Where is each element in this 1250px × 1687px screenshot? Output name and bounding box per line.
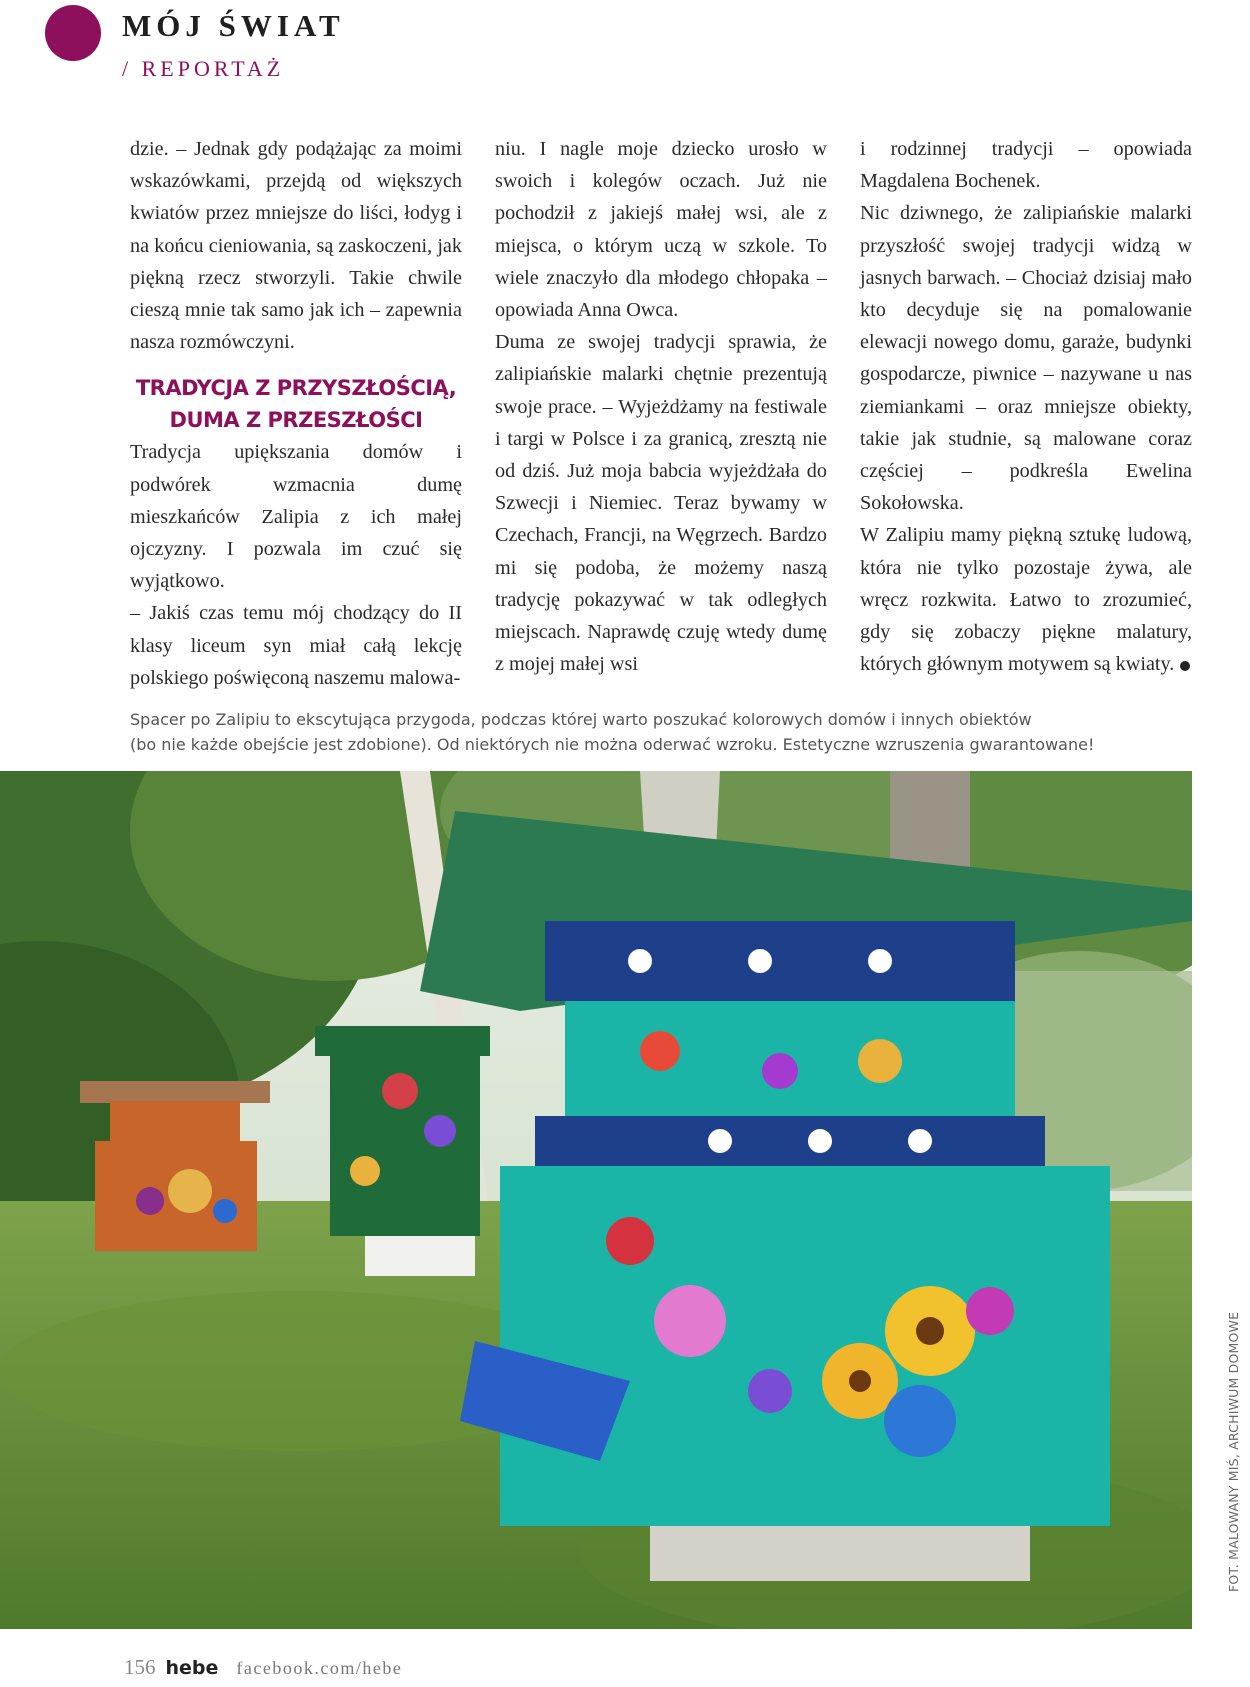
page-footer	[124, 1655, 402, 1680]
paragraph: dzie. – Jednak gdy podążając za moimi wskazówkami, przejdą od większych kwiatów przez mniejsze do liści, łodyg i na końcu cieniowania, są zaskoczeni, jak piękną rzecz stworzyli. Takie chwile cieszą mnie tak samo jak ich – zapewnia nasza rozmówczyni.	[130, 138, 462, 354]
paragraph-text: W Zalipiu mamy piękną sztukę ludową, która nie tylko pozostaje żywa, ale wręcz rozkwita. Łatwo to zrozumieć, gdy się zobaczy piękne malatury, których głównym motywem są kwiaty.	[860, 524, 1192, 676]
subheading-line: TRADYCJA Z PRZYSZŁOŚCIĄ,	[135, 376, 457, 401]
section-subtitle: / REPORTAŻ	[122, 56, 285, 81]
photo-credit: FOT. MALOWANY MIŚ, ARCHIWUM DOMOWE	[1226, 1311, 1241, 1592]
facebook-link[interactable]: facebook.com/hebe	[236, 1658, 403, 1678]
photo-caption	[130, 707, 1130, 757]
end-mark-icon	[1180, 661, 1190, 671]
paragraph: i rodzinnej tradycji – opowiada Magdalena Bochenek.	[860, 138, 1192, 193]
caption-line: (bo nie każde obejście jest zdobione). Od niektórych nie można oderwać wzroku. Estetyczne wzruszenia gwarantowane!	[130, 735, 1095, 754]
beehives-photo	[0, 771, 1192, 1629]
article-subheading	[130, 372, 462, 436]
paragraph: – Jakiś czas temu mój chodzący do II klasy liceum syn miał całą lekcję polskiego poświęconą naszemu malowa-	[130, 602, 462, 689]
paragraph: niu. I nagle moje dziecko urosło w swoich i kolegów oczach. Już nie pochodził z jakiejś małej wsi, ale z miejsca, o którym uczą w szkole. To wiele znaczyło dla młodego chłopaka – opowiada Anna Owca.	[495, 138, 827, 322]
caption-line: Spacer po Zalipiu to ekscytująca przygoda, podczas której warto poszukać kolorowych domów i innych obiektów	[130, 710, 1032, 729]
page-number: 156	[124, 1655, 156, 1679]
paragraph: Nic dziwnego, że zalipiańskie malarki przyszłość swojej tradycji widzą w jasnych barwach. – Chociaż dzisiaj mało kto decyduje się na pomalowanie elewacji nowego domu, garaże, budynki gospodarcze, piwnice – nazywane u nas ziemiankami – oraz mniejsze obiekty, takie jak studnie, są malowane coraz częściej – podkreśla Ewelina Sokołowska.	[860, 202, 1192, 515]
section-title: MÓJ ŚWIAT	[122, 8, 345, 43]
subheading-line: DUMA Z PRZESZŁOŚCI	[169, 408, 423, 433]
section-dot	[45, 5, 101, 61]
paragraph: Duma ze swojej tradycji sprawia, że zalipiańskie malarki chętnie prezentują swoje prace. – Wyjeżdżamy na festiwale i targi w Polsce i za granicą, zresztą nie od dziś. Już moja babcia wyjeżdżała do Szwecji i Niemiec. Teraz bywamy w Czechach, Francji, na Węgrzech. Bardzo mi się podoba, że możemy naszą tradycję pokazywać w tak odległych miejscach. Naprawdę czuję wtedy dumę z mojej małej wsi	[495, 331, 827, 676]
paragraph-final	[860, 519, 1192, 680]
article-column-1	[130, 133, 462, 694]
article-column-2	[495, 133, 827, 680]
article-column-3	[860, 133, 1192, 680]
paragraph: Tradycja upiększania domów i podwórek wzmacnia dumę mieszkańców Zalipia z ich małej ojczyzny. I pozwala im czuć się wyjątkowo.	[130, 441, 462, 593]
magazine-logo: hebe	[165, 1657, 219, 1679]
